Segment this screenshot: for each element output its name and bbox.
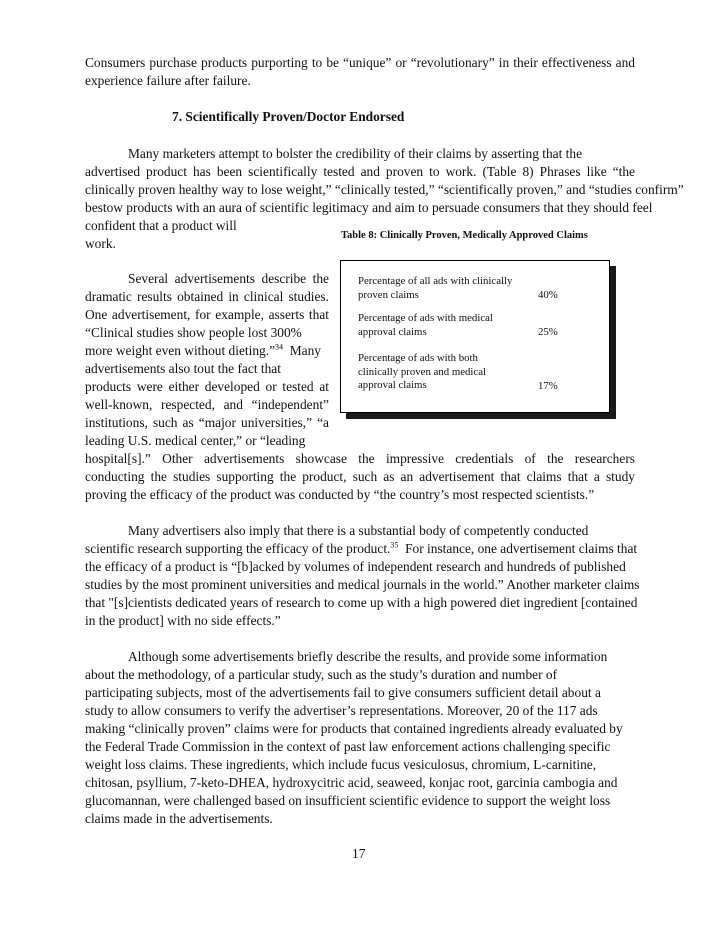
paragraph-line: glucomannan, were challenged based on insufficient scientific evidence to support the weight loss — [85, 793, 611, 808]
paragraph-line: bestow products with an aura of scientific legitimacy and aim to persuade consumers that they should feel — [85, 200, 653, 215]
paragraph-line: more weight even without dieting.”$^{34}$ Many — [85, 342, 321, 358]
paragraph-line: hospital[s].” Other advertisements showcase the impressive credentials of the researchers — [85, 451, 635, 466]
paragraph-line: institutions, such as “major universities,” “a — [85, 415, 329, 430]
paragraph-line: in the product] with no side effects.” — [85, 613, 281, 628]
paragraph-line: the efficacy of a product is “[b]acked by volumes of independent research and hundreds of published — [85, 559, 626, 574]
paragraph-line: chitosan, psyllium, 7-keto-DHEA, hydroxycitric acid, seaweed, konjac root, garcinia cambogia and — [85, 775, 618, 790]
paragraph-line: the Federal Trade Commission in the context of past law enforcement actions challenging specific — [85, 739, 611, 754]
paragraph-line: “Clinical studies show people lost 300% — [85, 325, 302, 340]
table-row-value: 17% — [538, 380, 558, 392]
paragraph-line: weight loss claims. These ingredients, which include fucus vesiculosus, chromium, L-carnitine, — [85, 757, 597, 772]
paragraph-line: experience failure after failure. — [85, 73, 251, 88]
page-number: 17 — [352, 846, 366, 861]
table-row-value: 25% — [538, 326, 558, 338]
paragraph-line: advertised product has been scientifically tested and proven to work. (Table 8) Phrases like “the — [85, 164, 635, 179]
paragraph-line: studies by the most prominent universities and medical journals in the world.” Another marketer claims — [85, 577, 640, 592]
paragraph-line: proving the efficacy of the product was conducted by “the country’s most respected scientists.” — [85, 487, 595, 502]
paragraph-line: about the methodology, of a particular study, such as the study’s duration and number of — [85, 667, 558, 682]
paragraph-line: leading U.S. medical center,” or “leading — [85, 433, 306, 448]
paragraph-line: advertisements also tout the fact that — [85, 361, 281, 376]
paragraph-line: making “clinically proven” claims were for products that contained ingredients already evaluated by — [85, 721, 623, 736]
paragraph-line: scientific research supporting the efficacy of the product.$^{35}$ For instance, one advertisement claims that — [85, 540, 638, 556]
table-row-label: Percentage of ads with both clinically proven and medical approval claims — [358, 352, 487, 391]
table-8 — [340, 260, 610, 413]
paragraph-line: well-known, respected, and “independent” — [85, 397, 329, 412]
footnote-ref: 34 — [275, 342, 284, 352]
paragraph-line: confident that a product will — [85, 218, 237, 233]
paragraph-line: Although some advertisements briefly describe the results, and provide some information — [128, 649, 608, 664]
table-row-label: Percentage of ads with medical approval claims — [358, 312, 493, 338]
footnote-ref: 35 — [390, 540, 399, 550]
paragraph-line: products were either developed or tested at — [85, 379, 329, 394]
paragraph-line: Several advertisements describe the — [128, 271, 329, 286]
paragraph-line: dramatic results obtained in clinical studies. — [85, 289, 329, 304]
paragraph-line: claims made in the advertisements. — [85, 811, 273, 826]
paragraph-line: participating subjects, most of the advertisements fail to give consumers sufficient detail about a — [85, 685, 601, 700]
paragraph-line: clinically proven healthy way to lose weight,” “clinically tested,” “scientifically proven,” and “studies confirm” — [85, 182, 684, 197]
paragraph-line: Many marketers attempt to bolster the credibility of their claims by asserting that the — [128, 146, 583, 161]
table-caption: Table 8: Clinically Proven, Medically Approved Claims — [341, 230, 588, 241]
section-heading: 7. Scientifically Proven/Doctor Endorsed — [172, 109, 405, 124]
paragraph-line: that "[s]cientists dedicated years of research to come up with a high powered diet ingredient [contained — [85, 595, 638, 610]
paragraph-line: study to allow consumers to verify the advertiser’s representations. Moreover, 20 of the 117 ads — [85, 703, 598, 718]
paragraph-line: One advertisement, for example, asserts that — [85, 307, 329, 322]
paragraph-line: Many advertisers also imply that there is a substantial body of competently conducted — [128, 523, 589, 538]
paragraph-line: conducting the studies supporting the product, such as an advertisement that claims that a study — [85, 469, 635, 484]
table-row-label: Percentage of all ads with clinically proven claims — [358, 275, 513, 301]
table-row-value: 40% — [538, 289, 558, 301]
paragraph-line: Consumers purchase products purporting to be “unique” or “revolutionary” in their effectiveness and — [85, 55, 635, 70]
paragraph-line: work. — [85, 236, 116, 251]
